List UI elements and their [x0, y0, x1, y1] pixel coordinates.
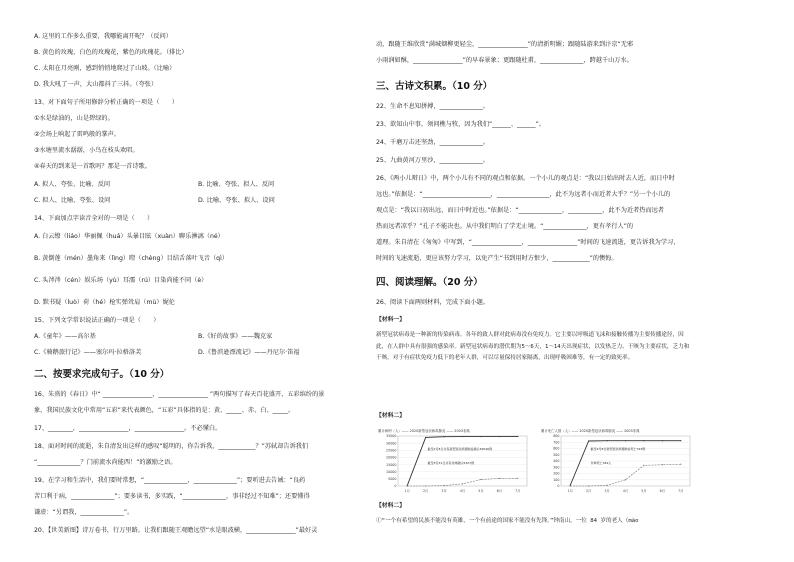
- series-point-0: [588, 440, 589, 441]
- q13-item-4: ④春天的到来是一首歌吗？那是一首诗歌。: [34, 163, 151, 170]
- y-tick-label: 15000: [386, 462, 397, 467]
- y-tick-label: 35000: [386, 434, 397, 439]
- q20-line-2: 动，跟随王维欣赏“满城烟柳更轻尘，________________”的清新明媚；跟随陆游来到汴京“无邪: [376, 41, 634, 48]
- x-tick-label: 5月: [641, 489, 647, 493]
- series-point-1: [425, 485, 426, 486]
- q12-option-b: B. 黄色的玫瑰，白色的玫瑰花，紫色的玫瑰花。（排比）: [34, 49, 188, 56]
- q26-line-6: 时间的飞速流逝，更应该努力学习，以免产生“书到用时方恨少，____________”的懊悔。: [376, 255, 618, 262]
- series-point-1: [443, 485, 444, 486]
- q18-line-2: “______________？门前流水尚能西！”的激励之语。: [34, 459, 177, 466]
- chart-deaths: [539, 426, 694, 496]
- x-tick-label: 3月: [604, 489, 610, 493]
- y-tick-label: 25000: [386, 448, 397, 453]
- series-line-1: [570, 464, 681, 486]
- chart-deaths-svg: [539, 426, 694, 496]
- series-point-1: [480, 479, 481, 480]
- q13-option-d: D. 比喻、夸张、拟人、设问: [198, 197, 275, 204]
- series-point-0: [425, 437, 426, 438]
- q22-line: 22、生命不息知拼搏，______________。: [376, 103, 490, 110]
- series-point-0: [662, 440, 663, 441]
- section-3-title: 三、古诗文积累。（10 分）: [376, 81, 493, 92]
- y-tick-label: 300: [553, 465, 560, 470]
- chart-title: 累计病例（人）—— 2020新型冠状病毒肺炎 —— 2003非典: [378, 429, 470, 433]
- series-point-1: [517, 478, 518, 479]
- y-tick-label: 0: [394, 484, 397, 489]
- y-tick-label: 800: [553, 434, 560, 439]
- q14-option-b: B. 黄倒莲（mén）墨角来（lìng）瞪（chèng）目结舌落叶飞音（qì）: [34, 255, 228, 262]
- q13-option-a: A. 拟人、夸张、比喻、反问: [34, 181, 111, 188]
- chart-cases-svg: [376, 426, 531, 496]
- series-point-0: [606, 440, 607, 441]
- series-point-1: [643, 465, 644, 466]
- x-tick-label: 7月: [678, 489, 684, 493]
- y-tick-label: 5000: [388, 477, 397, 482]
- q16-line-2: 象，我国民族文化中常用“五彩”来代表颜色，“五彩”具体指的是：黄、_____、赤、白、_____。: [34, 407, 295, 414]
- y-tick-label: 20000: [386, 455, 397, 460]
- series-point-1: [588, 485, 589, 486]
- series-point-0: [517, 436, 518, 437]
- x-tick-label: 4月: [459, 489, 466, 493]
- q20-line-3: 小雨润如酥，________________”的早春景象；更跟随杜甫，______________，跨越千山万水。: [376, 57, 633, 64]
- series-point-0: [625, 440, 626, 441]
- q26-line-3: 观点是：“我以日初出远，而日中时近也。”依据是：“______________，___________，此不为近者热而远者: [376, 207, 665, 214]
- q14-option-a: A. 白云缭（liáo）华丽佩（huá）头暴目眩（xuàn）聊乐淋漓（né）: [34, 233, 224, 240]
- series-point-1: [462, 483, 463, 484]
- material-1-title: 【材料一】: [376, 317, 405, 323]
- y-tick-label: 10000: [386, 469, 397, 474]
- chart-annotation: 截至2月8日新型冠状病毒肺炎死亡723例: [590, 447, 646, 451]
- series-point-1: [625, 479, 626, 480]
- section-2-title: 二、按要求完成句子。（10 分）: [34, 369, 170, 380]
- q19-line-1: 19、在学习和生活中，我们要时常想，“______________，______________”；要听进去告诫：“良药: [34, 477, 306, 484]
- chart-annotation: 截至2月8日共有新型冠状病毒肺炎确诊34546例: [427, 447, 493, 451]
- q15-option-c: C.《骑鹅旅行记》——塞尔玛·拉格洛芙: [34, 349, 142, 356]
- q15-option-d: D.《鲁滨逊漂流记》——丹尼尔·笛福: [198, 349, 300, 356]
- q14-stem: 14、下面加点字读音全对的一项是（ ）: [34, 215, 154, 222]
- x-tick-label: 5月: [478, 489, 484, 493]
- y-tick-label: 600: [553, 446, 560, 451]
- q19-line-3: 谦虚：“另谓我，______________”。: [34, 509, 134, 516]
- series-point-0: [462, 436, 463, 437]
- q18-line-1: 18、面对时间的流逝，朱自清发出这样的感叹“聪明的，你告诉我，____________？”苏轼却告诉我们: [34, 443, 309, 450]
- series-point-1: [499, 478, 500, 479]
- chart-title: 累计死亡人数（人）—— 2020新型冠状病毒肺炎 —— 2003非典: [541, 429, 640, 433]
- y-tick-label: 200: [553, 471, 560, 476]
- material-2-text: ①“一个有希望的民族不能没有英雄，一个有前途的国家不能没有先锋。”钟南山，一位 84 岁的老人（mào: [376, 518, 639, 524]
- x-tick-label: 1月: [404, 489, 410, 493]
- q26-line-4: 热而远者凉乎？”孔子不能决也。从中我们明白了学无止境。“______________，更有孝行人”的: [376, 223, 634, 230]
- charts-area: [376, 426, 694, 496]
- q24-line: 24、千磨万击还坚劲，______________。: [376, 139, 490, 146]
- x-tick-label: 2月: [585, 489, 592, 493]
- material-2-title-top: 【材料二】: [376, 413, 405, 419]
- q26-line-1: 26、《两小儿辩日》中，两个小儿有不同的观点和依据。一个小儿的观点是：“我以日始出时去人近，而日中时: [376, 175, 675, 182]
- material-1-text: 新型冠状病毒是一种新的传染病毒。各年的致人群对此病毒没有免疫力。它主要以呼吸道飞沫和接触传播为主要传播途径，因此，在人群中具有很强的感染率。新型冠状病毒的潜伏期为5～6天，1～14天出现症状，以发热乏力、干咳为主要症状，乏力和干咳。对于有症状免疫力低下的老年人群，可以尽量保持居家隔离，出现呼吸困难等，有一定的致死率。: [376, 332, 690, 361]
- q13-item-1: ①水是绿油的，山是碧绿的。: [34, 115, 114, 122]
- q12-option-a: A. 这里的工作多么重要，我哪能离开呢？（反问）: [34, 33, 172, 40]
- chart-annotation: 非典死亡349人: [590, 461, 612, 465]
- series-point-1: [570, 485, 571, 486]
- series-point-1: [680, 464, 681, 465]
- series-point-1: [662, 464, 663, 465]
- q19-line-2: 苦口利于病，______________”；要多读书，多实践，“______________，事非经过不知难”；还要懂得: [34, 493, 310, 500]
- q13-item-3: ③水塘里流水潺潺，小鸟在枝头欢唱。: [34, 147, 139, 154]
- reading-intro: 26、阅读下面两则材料，完成下面小题。: [376, 299, 490, 306]
- x-tick-label: 3月: [441, 489, 447, 493]
- y-tick-label: 100: [553, 477, 560, 482]
- series-point-0: [643, 440, 644, 441]
- q13-item-2: ②会场上响起了雷鸣般的掌声。: [34, 131, 120, 138]
- material-3-title: 【材料二】: [376, 503, 405, 509]
- y-tick-label: 30000: [386, 441, 397, 446]
- series-line-1: [407, 478, 518, 486]
- q12-option-d: D. 我大吼了一声，大山都抖了三抖。（夸张）: [34, 81, 158, 88]
- q15-option-a: A.《童年》——高尔基: [34, 333, 96, 340]
- q12-option-c: C. 太阳在月亮刚，感到悄悄地爬过了山坡。（比喻）: [34, 65, 176, 72]
- chart-annotation: 截至5月31日共有非典确诊5327例: [427, 461, 475, 465]
- q13-stem: 13、对下面句子所用修辞分析正确的一项是（ ）: [34, 99, 178, 106]
- q26-line-2: 远也。”依据是：“______________________，_________________，此不为远者小而近者大乎？”另一个小儿的: [376, 191, 671, 198]
- y-tick-label: 500: [553, 452, 560, 457]
- x-tick-label: 6月: [659, 489, 666, 493]
- q13-option-c: C. 拟人、比喻、夸张、设问: [34, 197, 111, 204]
- q14-option-c: C. 头涔涔（cén）娱乐场（yù）耳濡（rú）目染尚能不同（è）: [34, 277, 208, 284]
- q23-line: 23、欲知山中事，须问樵与牧，因为我们“______、______”。: [376, 121, 545, 128]
- q13-option-b: B. 比喻、夸张、拟人、反问: [198, 181, 275, 188]
- q26-line-5: 道理。朱自清在《匆匆》中写到，“________________，________________”时间的飞速流逝，更告诉我为学习，: [376, 239, 680, 246]
- x-tick-label: 4月: [622, 489, 629, 493]
- q15-option-b: B.《好的故事》——魏克家: [198, 333, 273, 340]
- q17-line: 17、________，________________，________________。不必懂白。: [34, 425, 222, 432]
- series-point-0: [480, 436, 481, 437]
- x-tick-label: 1月: [567, 489, 573, 493]
- x-tick-label: 6月: [496, 489, 503, 493]
- q14-option-d: D. 默书疑（luò）荷（hé）枪实弹耸肩（mù）娓伦: [34, 299, 175, 306]
- q25-line: 25、九曲黄河万里沙，______________。: [376, 157, 490, 164]
- section-4-title: 四、阅读理解。（20 分）: [376, 277, 483, 288]
- q16-line-1: 16、朱熹的《春日》中“ ________________，________________ ”两句描写了春天百花盛开、五彩缤纷的景: [34, 391, 325, 398]
- q15-stem: 15、下列文学常识说法正确的一项是（ ）: [34, 317, 160, 324]
- y-tick-label: 400: [553, 459, 560, 464]
- x-tick-label: 2月: [422, 489, 429, 493]
- q20-line-1: 20、【世美新图】诗万卷书，行万里路。让我们跟随王观瞻远望“水是眼波横，________________”最好灵: [34, 527, 318, 534]
- series-point-1: [606, 485, 607, 486]
- series-point-0: [680, 440, 681, 441]
- series-point-0: [443, 436, 444, 437]
- series-point-1: [407, 485, 408, 486]
- y-tick-label: 0: [557, 484, 560, 489]
- series-point-0: [499, 436, 500, 437]
- x-tick-label: 7月: [515, 489, 521, 493]
- y-tick-label: 700: [553, 440, 560, 445]
- chart-cases: [376, 426, 531, 496]
